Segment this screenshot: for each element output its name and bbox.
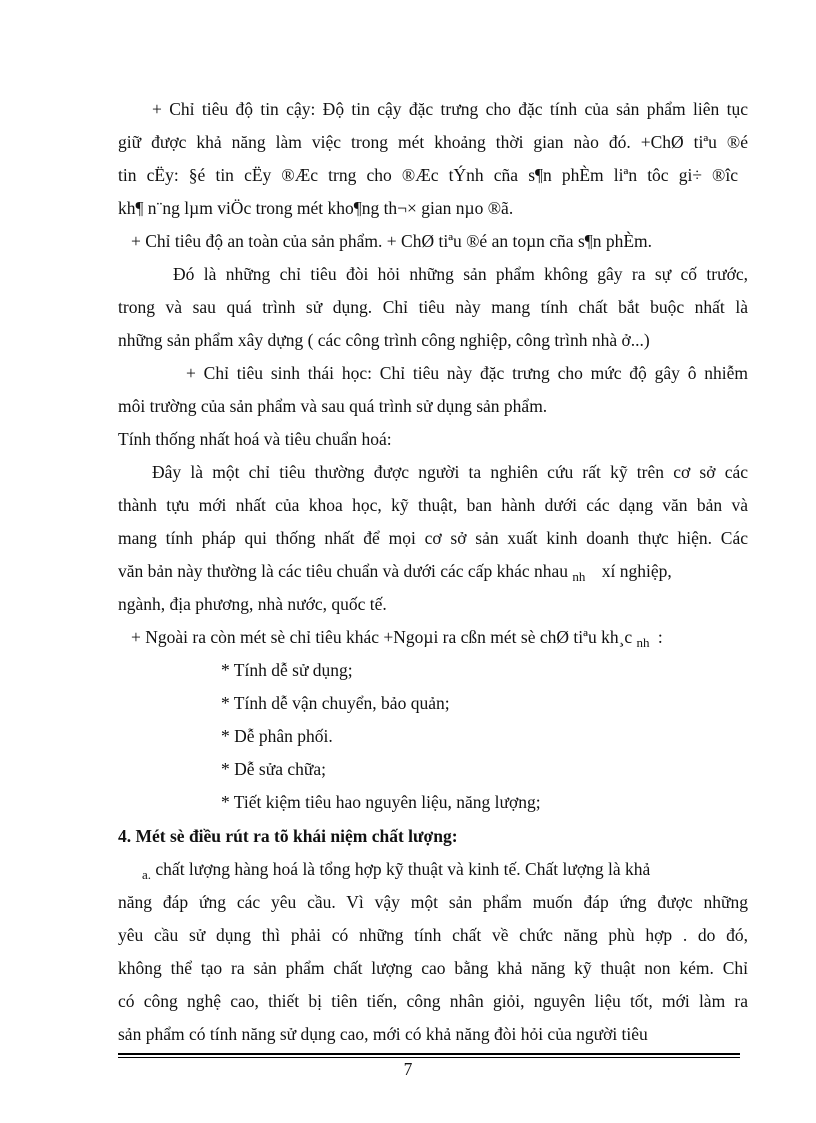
subscript-text: nh [636, 635, 650, 650]
line-text: : [657, 627, 663, 647]
list-item: * Tính dễ sử dụng; [221, 660, 353, 680]
section-title: Tính thống nhất hoá và tiêu chuẩn hoá: [118, 429, 392, 449]
paragraph-line: thành tựu mới nhất của khoa học, kỹ thuật, ban hành dưới các dạng văn bản và [118, 495, 748, 515]
paragraph-line [118, 560, 748, 584]
paragraph-line: kh¶ n¨ng lµm viÖc trong mét kho¶ng th¬× gian nµo ®ã. [118, 198, 514, 218]
subscript-text: nh [572, 569, 586, 584]
list-item: * Dễ phân phối. [221, 726, 333, 746]
line-text: chất lượng hàng hoá là tổng hợp kỹ thuật và kinh tế. Chất lượng là khả [155, 859, 651, 879]
line-text: xí nghiệp, [601, 561, 672, 581]
section-heading: 4. Mét sè điều rút ra tõ khái niệm chất lượng: [118, 826, 458, 846]
paragraph-line [131, 626, 663, 650]
paragraph-line: + Chỉ tiêu độ an toàn của sản phẩm. + ChØ tiªu ®é an toµn cña s¶n phÈm. [131, 231, 652, 251]
line-text: + Ngoài ra còn mét sè chỉ tiêu khác +Ngoµi ra cßn mét sè chØ tiªu kh¸c [131, 627, 633, 647]
paragraph-line: mang tính pháp qui thống nhất để mọi cơ sở sản xuất kinh doanh thực hiện. Các [118, 528, 748, 548]
paragraph-line: trong và sau quá trình sử dụng. Chỉ tiêu này mang tính chất bắt buộc nhất là [118, 297, 748, 317]
list-item: * Tiết kiệm tiêu hao nguyên liệu, năng lượng; [221, 792, 541, 812]
page-number: 7 [403, 1059, 413, 1079]
paragraph-line: tin cËy: §é tin cËy ®Æc trng cho ®Æc tÝnh cña s¶n phÈm liªn tôc gi÷ ®îc [118, 165, 738, 185]
paragraph-line: có công nghệ cao, thiết bị tiên tiến, công nhân giỏi, nguyên liệu tốt, mới làm ra [118, 991, 748, 1011]
paragraph-line: môi trường của sản phẩm và sau quá trình sử dụng sản phẩm. [118, 396, 548, 416]
paragraph-line: những sản phẩm xây dựng ( các công trình công nghiệp, công trình nhà ở...) [118, 330, 650, 350]
list-item: * Tính dễ vận chuyển, bảo quản; [221, 693, 450, 713]
line-text: văn bản này thường là các tiêu chuẩn và dưới các cấp khác nhau [118, 561, 568, 581]
paragraph-line: Đây là một chỉ tiêu thường được người ta nghiên cứu rất kỹ trên cơ sở các [152, 462, 748, 482]
paragraph-line: yêu cầu sử dụng thì phải có những tính chất về chức năng phù hợp . do đó, [118, 925, 748, 945]
item-marker: a. [142, 867, 152, 882]
paragraph-line: không thể tạo ra sản phẩm chất lượng cao bằng khả năng kỹ thuật non kém. Chỉ [118, 958, 748, 978]
paragraph-line: Đó là những chỉ tiêu đòi hỏi những sản phẩm không gây ra sự cố trước, [173, 264, 748, 284]
paragraph-line: + Chỉ tiêu sinh thái học: Chỉ tiêu này đặc trưng cho mức độ gây ô nhiễm [186, 363, 748, 383]
footer-rule [118, 1053, 740, 1055]
paragraph-line: sản phẩm có tính năng sử dụng cao, mới có khả năng đòi hỏi của người tiêu [118, 1024, 648, 1044]
paragraph-line: ngành, địa phương, nhà nước, quốc tế. [118, 594, 387, 614]
paragraph-line [118, 858, 748, 882]
list-item: * Dễ sửa chữa; [221, 759, 326, 779]
paragraph-line: năng đáp ứng các yêu cầu. Vì vậy một sản phẩm muốn đáp ứng được những [118, 892, 748, 912]
paragraph-line: + Chỉ tiêu độ tin cậy: Độ tin cậy đặc trưng cho đặc tính của sản phẩm liên tục [152, 99, 748, 119]
paragraph-line: giữ được khả năng làm việc trong mét khoảng thời gian nào đó. +ChØ tiªu ®é [118, 132, 748, 152]
